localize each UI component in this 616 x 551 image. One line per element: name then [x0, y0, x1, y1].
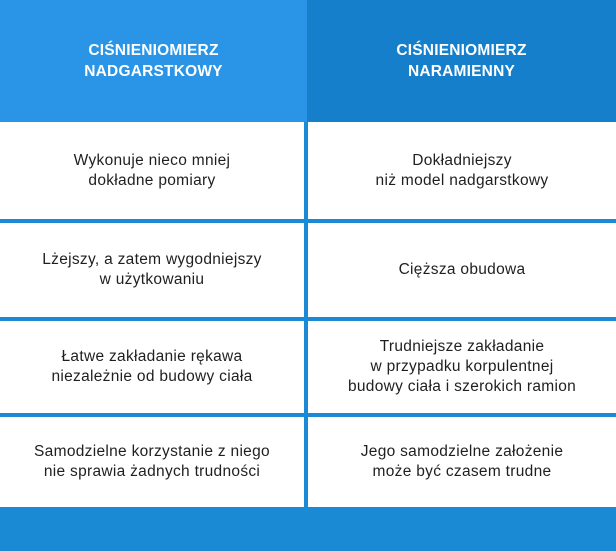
cell-text: Trudniejsze zakładanie w przypadku korpulentnej budowy ciała i szerokich ramion — [347, 338, 577, 395]
cell-text: Wykonuje nieco mniej dokładne pomiary — [73, 151, 231, 189]
table-cell-row2-right — [308, 223, 616, 317]
table-header-row — [0, 0, 616, 122]
header-arm-monitor-label: CIŚNIENIOMIERZ NARAMIENNY — [396, 42, 527, 80]
cell-text: Lżejszy, a zatem wygodniejszy w użytkowaniu — [42, 251, 262, 288]
table-cell-row1-left — [0, 122, 304, 219]
table-cell-row2-left — [0, 223, 304, 317]
header-wrist-monitor — [0, 0, 307, 122]
cell-text: Łatwe zakładanie rękawa niezależnie od budowy ciała — [51, 348, 253, 385]
cell-text: Dokładniejszy niż model nadgarstkowy — [375, 151, 549, 189]
header-arm-monitor — [307, 0, 616, 122]
table-cell-row3-left — [0, 321, 304, 413]
header-wrist-monitor-label: CIŚNIENIOMIERZ NADGARSTKOWY — [84, 42, 223, 80]
table-cell-row3-right — [308, 321, 616, 413]
cell-text: Jego samodzielne założenie może być czasem trudne — [360, 443, 564, 480]
table-cell-row4-right — [308, 417, 616, 507]
cell-text: Cięższa obudowa — [398, 261, 526, 278]
cell-text: Samodzielne korzystanie z niego nie sprawia żadnych trudności — [34, 443, 270, 480]
table-footer-bar — [0, 507, 616, 551]
table-cell-row4-left — [0, 417, 304, 507]
table-cell-row1-right — [308, 122, 616, 219]
